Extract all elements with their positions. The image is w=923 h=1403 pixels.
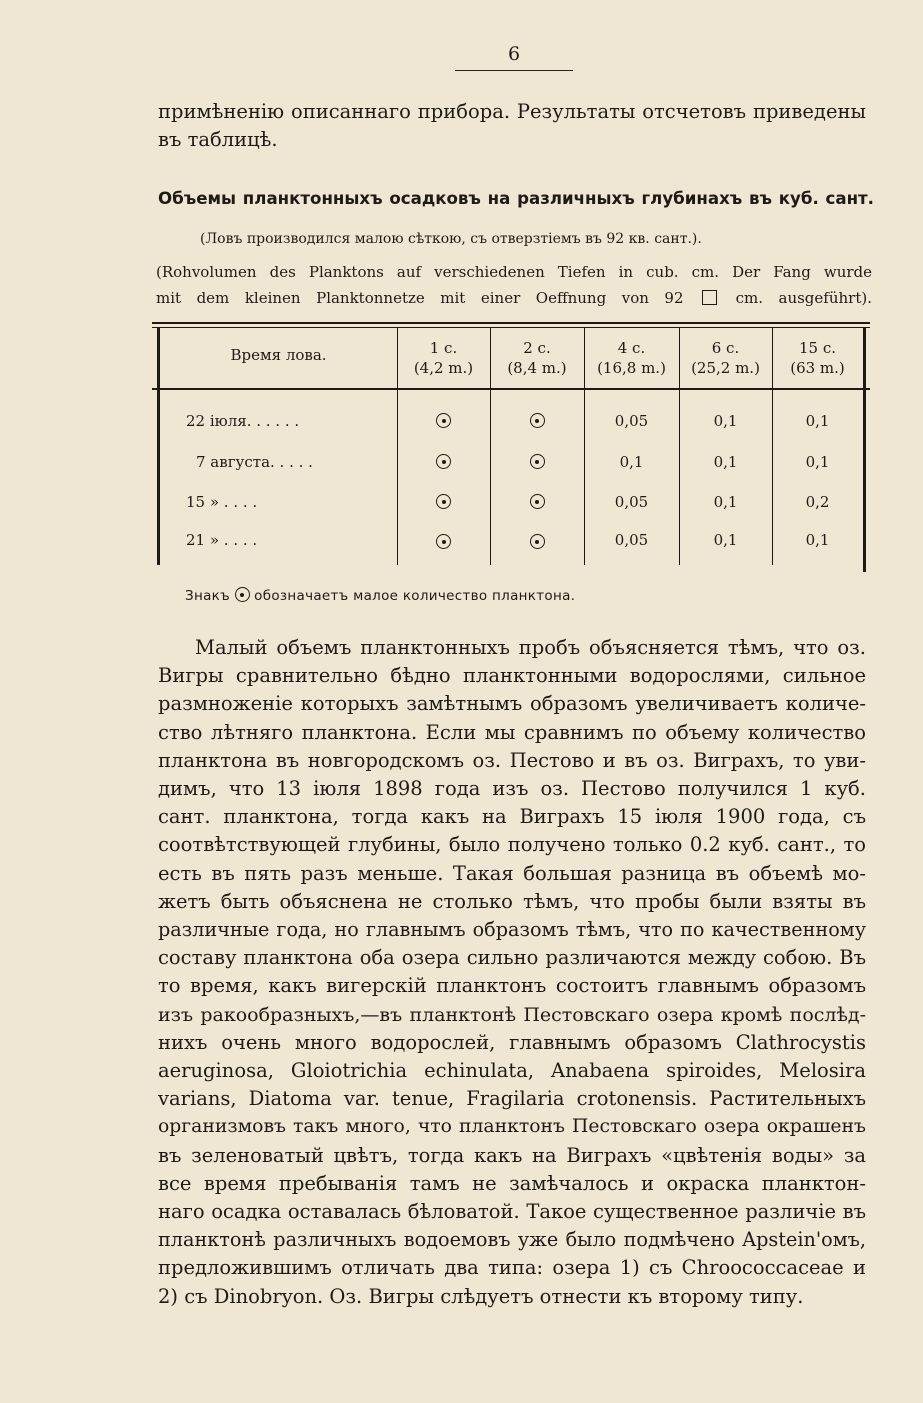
header-depth-meters: (4,2 m.) bbox=[413, 359, 474, 377]
small-amount-symbol-icon bbox=[397, 411, 490, 431]
table-subtitle-ru: (Ловъ производился малою сѣткою, съ отверзтіемъ въ 92 кв. сант.). bbox=[200, 231, 702, 247]
paragraph-line: изъ ракообразныхъ,—въ планктонѣ Пестовскаго озера кромѣ послѣд- bbox=[158, 1003, 866, 1026]
paragraph-line: предложившимъ отличать два типа: озера 1) съ Chroococcaceae и bbox=[158, 1256, 866, 1280]
table-top-rule-inner bbox=[152, 327, 870, 328]
header-depth-label: 1 с. bbox=[429, 339, 458, 357]
table-cell-value: 0,1 bbox=[713, 412, 738, 430]
table-header-depth-1 bbox=[397, 338, 490, 378]
paragraph-line: жетъ быть объяснена не столько тѣмъ, что пробы были взяты въ bbox=[158, 889, 866, 913]
paragraph-line: нихъ очень много водорослей, главнымъ образомъ Clathrocystis bbox=[158, 1030, 866, 1054]
table-header-depth-15 bbox=[772, 338, 863, 378]
table-subtitle-de-line2b: cm. ausgeführt). bbox=[735, 289, 872, 307]
table-title: Объемы планктонныхъ осадковъ на различныхъ глубинахъ въ куб. сант. bbox=[158, 189, 874, 208]
small-amount-symbol-icon bbox=[235, 587, 250, 602]
paragraph-line: различные года, но главнымъ образомъ тѣмъ, что по качественному bbox=[158, 918, 866, 941]
intro-line: въ таблицѣ. bbox=[158, 128, 278, 151]
header-depth-label: 4 с. bbox=[617, 339, 646, 357]
header-depth-label: 15 с. bbox=[798, 339, 837, 357]
intro-line: примѣненію описаннаго прибора. Результаты отсчетовъ приведены bbox=[158, 100, 866, 123]
paragraph-line: есть въ пять разъ меньше. Такая большая разница въ объемѣ мо- bbox=[158, 861, 866, 885]
table-cell-value: 0,1 bbox=[805, 531, 830, 549]
header-depth-label: 2 с. bbox=[523, 339, 551, 357]
table-row-date: 22 іюля. . . . . . bbox=[186, 412, 300, 430]
small-amount-symbol-icon bbox=[490, 411, 584, 431]
paragraph-line: Малый объемъ планктонныхъ пробъ объясняется тѣмъ, что оз. bbox=[195, 636, 866, 659]
plankton-volume-table bbox=[152, 322, 870, 572]
paragraph-line: aeruginosa, Gloiotrichia echinulata, Anabaena spiroides, Melosira bbox=[158, 1059, 866, 1082]
table-subtitle-de-line2a: mit dem kleinen Planktonnetze mit einer Oeffnung von 92 bbox=[156, 289, 684, 307]
legend-text: обозначаетъ малое количество планктона. bbox=[254, 588, 576, 604]
header-depth-meters: (16,8 m.) bbox=[597, 359, 666, 377]
small-amount-symbol-icon bbox=[397, 492, 490, 512]
paragraph-line: наго осадка оставалась бѣловатой. Такое существенное различіе въ bbox=[158, 1200, 866, 1223]
paragraph-line: составу планктона оба озера сильно различаются между собою. Въ bbox=[158, 946, 866, 970]
page-number-rule bbox=[455, 70, 573, 71]
page-number: 6 bbox=[507, 43, 521, 65]
table-right-border bbox=[863, 327, 866, 572]
table-row-date: 21 » . . . . bbox=[186, 531, 258, 549]
table-cell-value: 0,1 bbox=[619, 453, 644, 471]
table-cell-value: 0,1 bbox=[713, 531, 738, 549]
table-legend bbox=[185, 586, 575, 606]
table-header-depth-6 bbox=[679, 338, 772, 378]
header-depth-meters: (63 m.) bbox=[790, 359, 845, 377]
paragraph-line: планктона въ новгородскомъ оз. Пестово и въ оз. Виграхъ, то уви- bbox=[158, 748, 866, 772]
table-header-depth-4 bbox=[584, 338, 679, 378]
small-amount-symbol-icon bbox=[397, 452, 490, 472]
table-subtitle-de-line2 bbox=[156, 287, 872, 309]
paragraph-line: въ зеленоватый цвѣтъ, тогда какъ на Виграхъ «цвѣтенія воды» за bbox=[158, 1143, 866, 1167]
paragraph-line: Вигры сравнительно бѣдно планктонными водорослями, сильное bbox=[158, 664, 866, 688]
paragraph-line: соотвѣтствующей глубины, было получено только 0.2 куб. сант., то bbox=[158, 833, 866, 857]
paragraph-line: varians, Diatoma var. tenue, Fragilaria crotonensis. Растительныхъ bbox=[158, 1087, 866, 1111]
table-cell-value: 0,05 bbox=[614, 493, 649, 511]
table-cell-value: 0,1 bbox=[713, 493, 738, 511]
table-cell-value: 0,05 bbox=[614, 412, 649, 430]
small-amount-symbol-icon bbox=[397, 532, 490, 552]
paragraph-line: ство лѣтняго планктона. Если мы сравнимъ по объему количество bbox=[158, 720, 866, 744]
table-row-date: 7 августа. . . . . bbox=[196, 453, 313, 471]
table-cell-value: 0,2 bbox=[805, 493, 830, 511]
legend-prefix: Знакъ bbox=[185, 588, 230, 604]
table-header-rule bbox=[152, 388, 870, 390]
paragraph-line: планктонѣ различныхъ водоемовъ уже было подмѣчено Apstein'омъ, bbox=[158, 1228, 866, 1252]
table-header-depth-2 bbox=[490, 338, 584, 378]
table-cell-value: 0,1 bbox=[805, 412, 830, 430]
paragraph-line: димъ, что 13 іюля 1898 года изъ оз. Пестово получился 1 куб. bbox=[158, 777, 866, 800]
header-depth-meters: (25,2 m.) bbox=[691, 359, 760, 377]
table-header-time: Время лова. bbox=[230, 346, 327, 364]
table-subtitle-de-line1: (Rohvolumen des Planktons auf verschiedenen Tiefen in cub. cm. Der Fang wurde bbox=[156, 263, 872, 281]
paragraph-line: все время пребыванія тамъ не замѣчалось и окраска планктон- bbox=[158, 1171, 866, 1195]
small-amount-symbol-icon bbox=[490, 492, 584, 512]
paragraph-line: 2) съ Dinobryon. Оз. Вигры слѣдуетъ отнести къ второму типу. bbox=[158, 1284, 804, 1308]
small-amount-symbol-icon bbox=[490, 452, 584, 472]
paragraph-line: организмовъ такъ много, что планктонъ Пестовскаго озера окрашенъ bbox=[158, 1116, 866, 1138]
paragraph-line: сант. планктона, тогда какъ на Виграхъ 15 іюля 1900 года, съ bbox=[158, 805, 866, 829]
table-row-date: 15 » . . . . bbox=[186, 493, 258, 511]
header-depth-label: 6 с. bbox=[711, 339, 740, 357]
header-depth-meters: (8,4 m.) bbox=[507, 359, 567, 377]
table-cell-value: 0,05 bbox=[614, 531, 649, 549]
square-symbol-icon bbox=[702, 290, 717, 305]
table-cell-value: 0,1 bbox=[713, 453, 738, 471]
small-amount-symbol-icon bbox=[490, 532, 584, 552]
paragraph-line: размноженіе которыхъ замѣтнымъ образомъ увеличиваетъ количе- bbox=[158, 692, 866, 716]
table-cell-value: 0,1 bbox=[805, 453, 830, 471]
paragraph-line: то время, какъ вигерскій планктонъ состоитъ главнымъ образомъ bbox=[158, 974, 866, 998]
table-top-rule bbox=[152, 322, 870, 324]
